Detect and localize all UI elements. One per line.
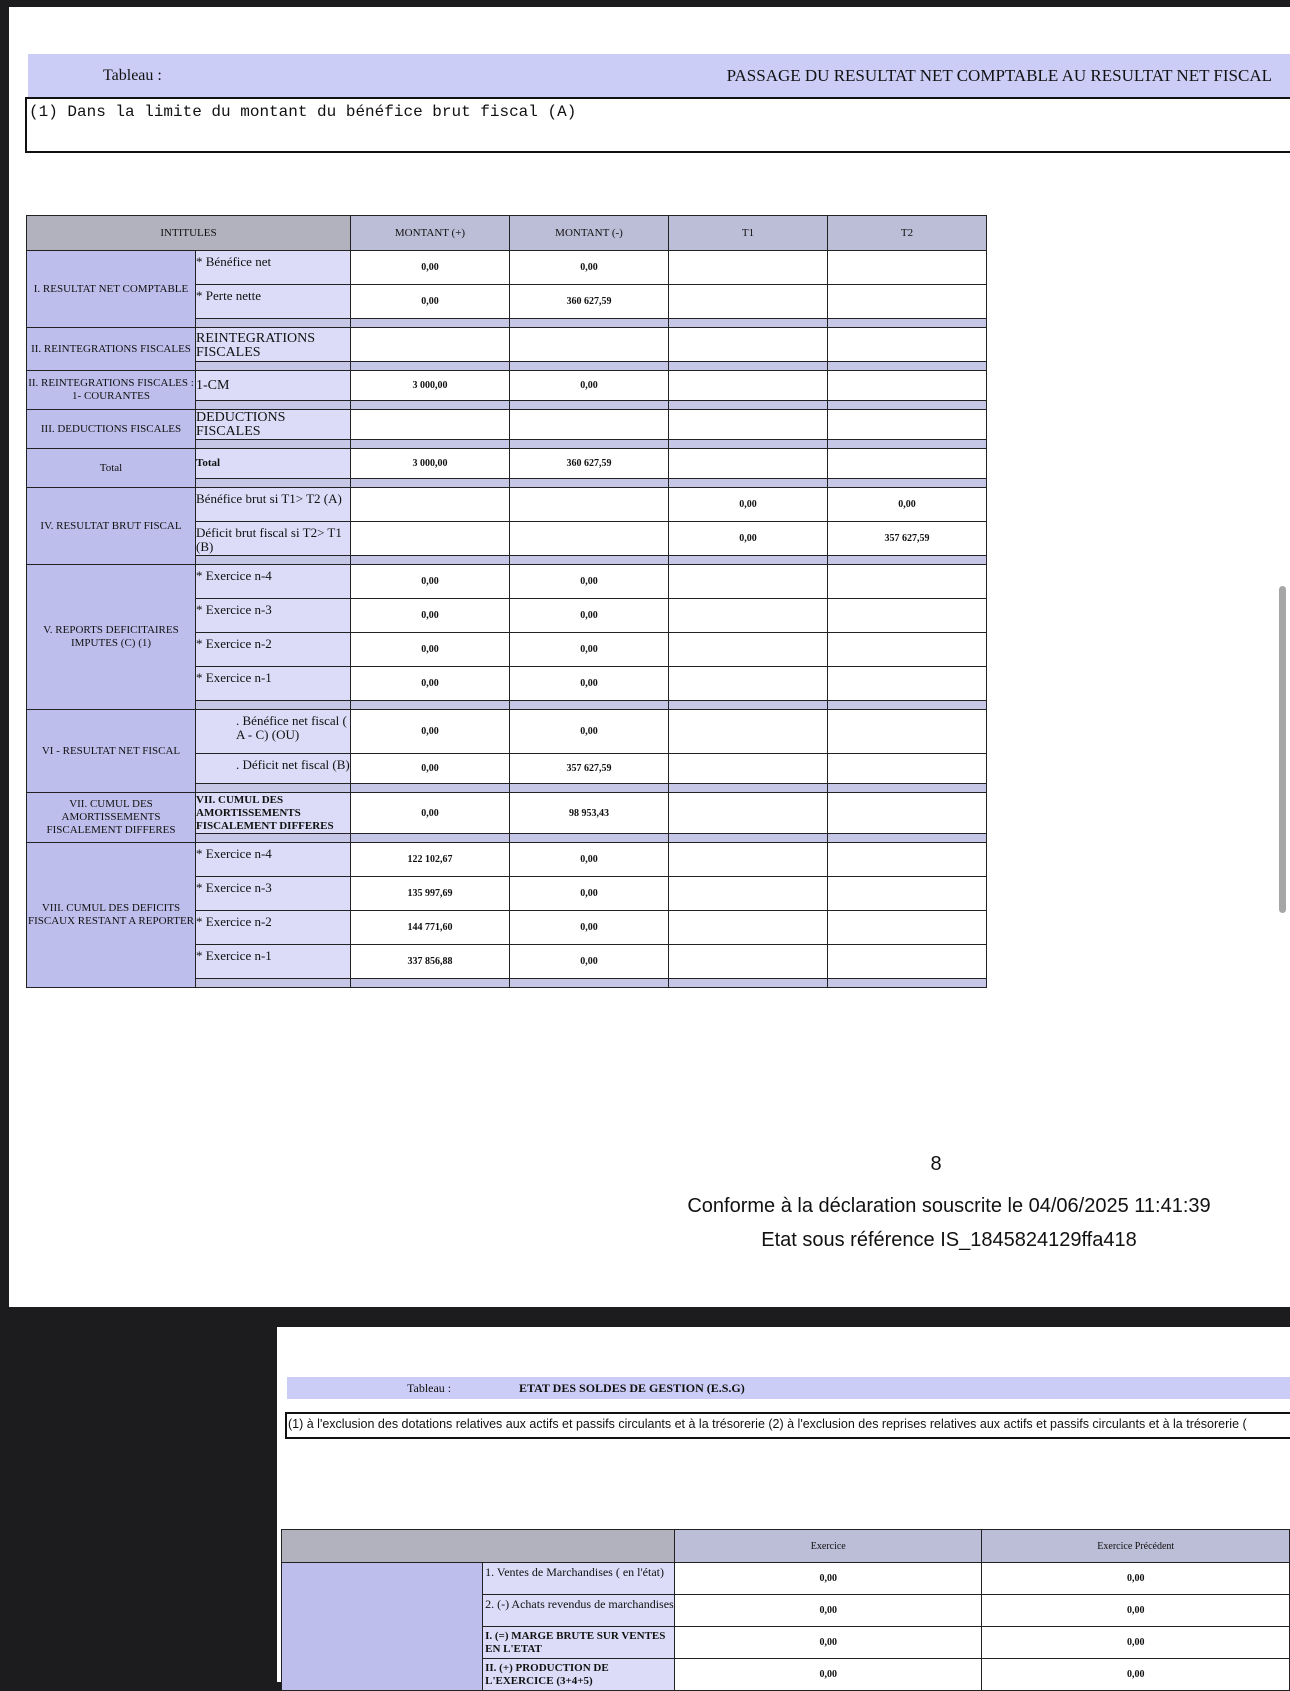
table-title: ETAT DES SOLDES DE GESTION (E.S.G) — [519, 1380, 745, 1395]
cell-plus: 0,00 — [351, 565, 510, 599]
cell-t2: 0,00 — [828, 488, 987, 522]
table-header-row — [27, 216, 987, 251]
row-label: Déficit brut fiscal si T2> T1 (B) — [196, 522, 351, 556]
cell-exercice: 0,00 — [675, 1563, 982, 1595]
cell-plus: 144 771,60 — [351, 911, 510, 945]
cell-t2: 357 627,59 — [828, 522, 987, 556]
row-label: VII. CUMUL DES AMORTISSEMENTS FISCALEMENT DIFFERES — [196, 793, 351, 834]
cell-minus: 360 627,59 — [510, 285, 669, 319]
section-label: VIII. CUMUL DES DEFICITS FISCAUX RESTANT A REPORTER — [27, 843, 196, 988]
tableau-label: Tableau : — [103, 66, 162, 84]
cell-t2 — [828, 285, 987, 319]
cell-plus: 337 856,88 — [351, 945, 510, 979]
cell-precedent: 0,00 — [982, 1595, 1290, 1627]
cell-minus: 0,00 — [510, 877, 669, 911]
cell-minus: 357 627,59 — [510, 754, 669, 784]
cell-plus: 0,00 — [351, 285, 510, 319]
esg-table — [281, 1529, 1290, 1691]
cell-t1 — [669, 285, 828, 319]
cell-plus: 0,00 — [351, 793, 510, 834]
cell-minus: 0,00 — [510, 843, 669, 877]
footnote-box: (1) Dans la limite du montant du bénéfice brut fiscal (A) — [25, 97, 1290, 153]
vertical-scrollbar[interactable] — [1279, 586, 1286, 913]
table-title-band — [287, 1377, 1290, 1399]
cell-plus: 122 102,67 — [351, 843, 510, 877]
table-row — [27, 843, 987, 877]
row-label: REINTEGRATIONS FISCALES — [196, 328, 351, 362]
cell-plus: 3 000,00 — [351, 371, 510, 401]
cell-t1: 0,00 — [669, 488, 828, 522]
cell-t2 — [828, 251, 987, 285]
row-label: * Exercice n-3 — [196, 599, 351, 633]
row-label: * Exercice n-1 — [196, 667, 351, 701]
section-label: II. REINTEGRATIONS FISCALES — [27, 328, 196, 371]
header-exercice: Exercice — [675, 1530, 982, 1563]
cell-t1: 0,00 — [669, 522, 828, 556]
row-label: * Exercice n-4 — [196, 843, 351, 877]
cell-precedent: 0,00 — [982, 1563, 1290, 1595]
row-label: * Exercice n-2 — [196, 633, 351, 667]
row-label: DEDUCTIONS FISCALES — [196, 410, 351, 440]
cell-minus: 0,00 — [510, 371, 669, 401]
header-blank — [282, 1530, 675, 1563]
cell-minus: 98 953,43 — [510, 793, 669, 834]
row-label: 2. (-) Achats revendus de marchandises — [483, 1595, 675, 1627]
cell-plus: 0,00 — [351, 633, 510, 667]
header-intitules: INTITULES — [27, 216, 351, 251]
section-label: IV. RESULTAT BRUT FISCAL — [27, 488, 196, 565]
header-montant-minus: MONTANT (-) — [510, 216, 669, 251]
header-montant-plus: MONTANT (+) — [351, 216, 510, 251]
row-label: * Exercice n-3 — [196, 877, 351, 911]
cell-minus: 0,00 — [510, 599, 669, 633]
section-label: V. REPORTS DEFICITAIRES IMPUTES (C) (1) — [27, 565, 196, 710]
cell-exercice: 0,00 — [675, 1595, 982, 1627]
section-label: III. DEDUCTIONS FISCALES — [27, 410, 196, 449]
cell-plus: 135 997,69 — [351, 877, 510, 911]
cell-plus: 0,00 — [351, 667, 510, 701]
row-label: . Bénéfice net fiscal ( A - C) (OU) — [196, 710, 351, 754]
cell-precedent: 0,00 — [982, 1627, 1290, 1659]
footnote-box: (1) à l'exclusion des dotations relatives aux actifs et passifs circulants et à la trésorerie (2) à l'exclusion des reprises relatives aux actifs et passifs circulants et à la trésorerie ( — [285, 1412, 1290, 1439]
cell-t1 — [669, 251, 828, 285]
section-label: I. RESULTAT NET COMPTABLE — [27, 251, 196, 328]
section-label: Total — [27, 449, 196, 488]
cell-precedent: 0,00 — [982, 1659, 1290, 1691]
cell-minus: 0,00 — [510, 633, 669, 667]
cell-minus: 0,00 — [510, 251, 669, 285]
table-title-band — [28, 54, 1290, 97]
table-row — [27, 710, 987, 754]
cell-plus: 0,00 — [351, 599, 510, 633]
page-number: 8 — [930, 1153, 942, 1175]
cell-plus: 0,00 — [351, 251, 510, 285]
table-row — [27, 488, 987, 522]
section-label: II. REINTEGRATIONS FISCALES : 1- COURANTES — [27, 371, 196, 410]
conformity-statement: Conforme à la déclaration souscrite le 04/06/2025 11:41:39 — [687, 1195, 1211, 1217]
cell-minus: 0,00 — [510, 710, 669, 754]
tableau-label: Tableau : — [407, 1380, 452, 1395]
table-row — [27, 251, 987, 285]
resultat-fiscal-table — [26, 215, 987, 988]
section-label: VII. CUMUL DES AMORTISSEMENTS FISCALEMENT DIFFERES — [27, 793, 196, 843]
cell-minus: 0,00 — [510, 565, 669, 599]
section-label — [282, 1563, 483, 1691]
row-label: I. (=) MARGE BRUTE SUR VENTES EN L'ETAT — [483, 1627, 675, 1659]
row-label: 1. Ventes de Marchandises ( en l'état) — [483, 1563, 675, 1595]
row-label: 1-CM — [196, 371, 351, 401]
header-t2: T2 — [828, 216, 987, 251]
cell-plus: 0,00 — [351, 754, 510, 784]
header-t1: T1 — [669, 216, 828, 251]
row-label: * Bénéfice net — [196, 251, 351, 285]
row-label: Bénéfice brut si T1> T2 (A) — [196, 488, 351, 522]
row-label: . Déficit net fiscal (B) — [196, 754, 351, 784]
row-label: * Exercice n-4 — [196, 565, 351, 599]
row-label: * Exercice n-1 — [196, 945, 351, 979]
cell-exercice: 0,00 — [675, 1659, 982, 1691]
table-row — [282, 1563, 1290, 1595]
row-label: * Exercice n-2 — [196, 911, 351, 945]
row-label: * Perte nette — [196, 285, 351, 319]
cell-minus: 0,00 — [510, 911, 669, 945]
cell-minus: 0,00 — [510, 945, 669, 979]
row-label: II. (+) PRODUCTION DE L'EXERCICE (3+4+5) — [483, 1659, 675, 1691]
cell-minus: 360 627,59 — [510, 449, 669, 479]
row-label: Total — [196, 449, 351, 479]
table-row — [27, 328, 987, 362]
table-row — [27, 565, 987, 599]
cell-plus: 3 000,00 — [351, 449, 510, 479]
cell-minus: 0,00 — [510, 667, 669, 701]
table-title: PASSAGE DU RESULTAT NET COMPTABLE AU RESULTAT NET FISCAL — [726, 65, 1272, 85]
table-row — [27, 371, 987, 401]
section-label: VI - RESULTAT NET FISCAL — [27, 710, 196, 793]
table-row-total — [27, 449, 987, 479]
reference-statement: Etat sous référence IS_1845824129ffa418 — [761, 1229, 1137, 1251]
table-row — [27, 793, 987, 834]
document-page-8 — [9, 7, 1290, 1307]
cell-exercice: 0,00 — [675, 1627, 982, 1659]
table-header-row — [282, 1530, 1290, 1563]
table-row — [27, 410, 987, 440]
cell-plus: 0,00 — [351, 710, 510, 754]
document-page-9 — [277, 1327, 1290, 1687]
header-exercice-precedent: Exercice Précédent — [982, 1530, 1290, 1563]
